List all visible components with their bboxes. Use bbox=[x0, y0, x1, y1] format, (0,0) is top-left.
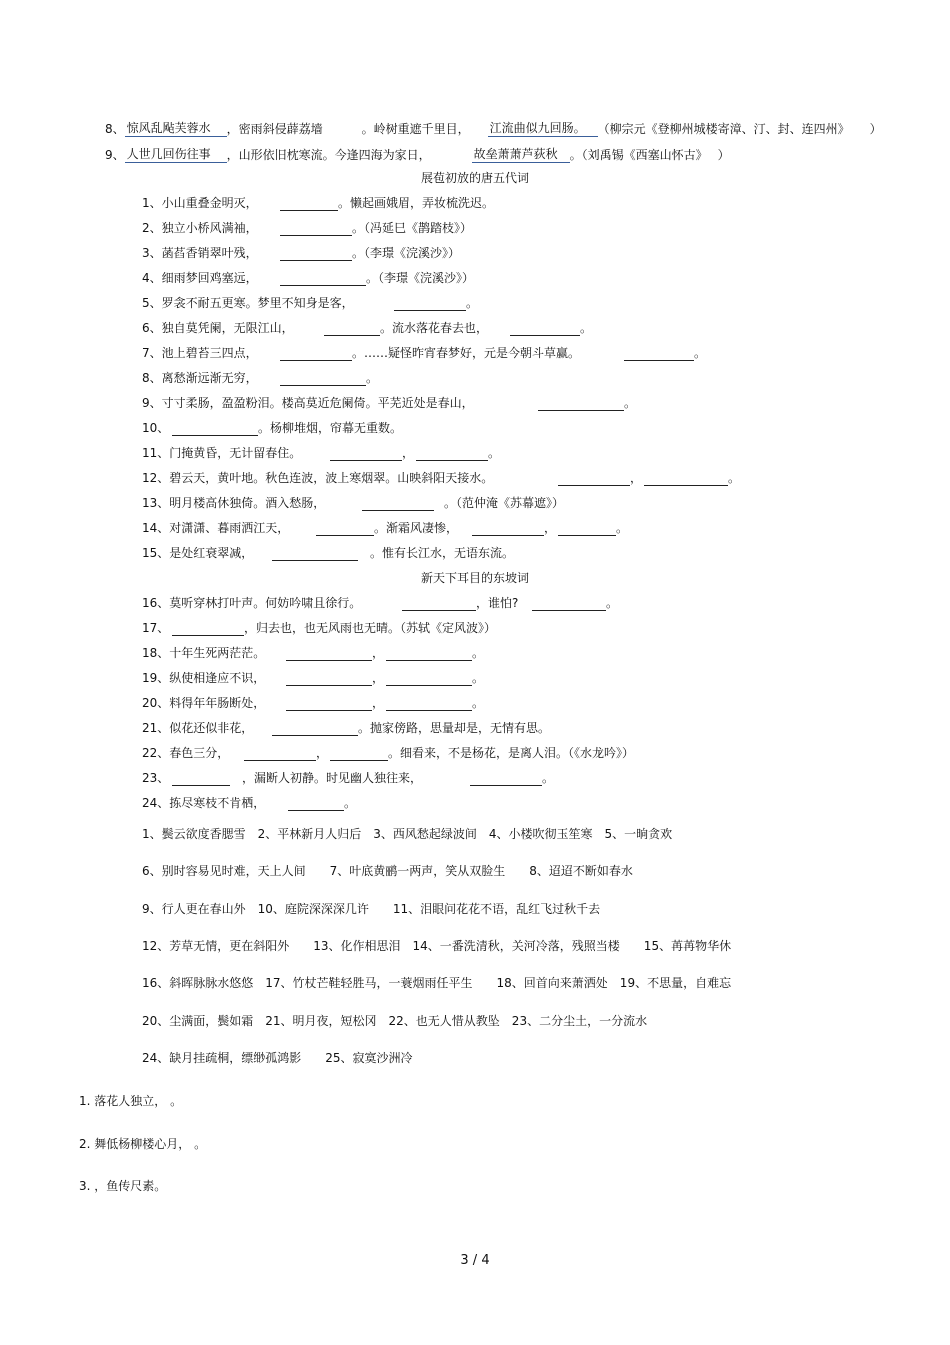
question-10: 10、 。杨柳堆烟，帘幕无重数。 bbox=[142, 421, 403, 435]
item-8: 8、 惊风乱飐芙蓉水 ，密雨斜侵薜荔墙 。岭树重遮千里目， 江流曲似九回肠。 （柳宗元《登柳州城楼寄漳、汀、封、连四州》 ） bbox=[105, 121, 882, 136]
answer-line: 1、鬓云欲度香腮雪 2、平林新月人归后 3、西风愁起绿波间 4、小楼吹彻玉笙寒 5、一晌贪欢 bbox=[142, 827, 673, 841]
answer-underlined: 惊风乱飐芙蓉水 bbox=[125, 120, 227, 137]
answer-line: 6、别时容易见时难，天上人间 7、叶底黄鹂一两声，笑从双脸生 8、迢迢不断如春水 bbox=[142, 864, 633, 878]
answer-line: 16、斜晖脉脉水悠悠 17、竹杖芒鞋轻胜马，一蓑烟雨任平生 18、回首向来萧洒处 19、不思量，自难忘 bbox=[142, 976, 732, 990]
answer-underlined: 江流曲似九回肠。 bbox=[488, 120, 598, 137]
answer-line: 20、尘满面，鬓如霜 21、明月夜，短松冈 22、也无人惜从教坠 23、二分尘土，一分流水 bbox=[142, 1014, 648, 1028]
question-17: 17、 ，归去也，也无风雨也无晴。（苏轼《定风波》） bbox=[142, 621, 497, 635]
section-title-dongpo-ci: 新天下耳目的东坡词 bbox=[420, 571, 529, 585]
question-11: 11、门掩黄昏，无计留春住。 ， 。 bbox=[142, 446, 501, 460]
question-20: 20、料得年年肠断处， ， 。 bbox=[142, 696, 485, 710]
answer-line: 9、行人更在春山外 10、庭院深深深几许 11、泪眼问花花不语，乱红飞过秋千去 bbox=[142, 902, 601, 916]
question-2: 2、独立小桥风满袖， 。（冯延巳《鹊踏枝》） bbox=[142, 221, 473, 235]
section-title-tang-five-dynasties: 展苞初放的唐五代词 bbox=[420, 171, 529, 185]
question-22: 22、春色三分， ， 。细看来，不是杨花，是离人泪。（《水龙吟》） bbox=[142, 746, 635, 760]
question-4: 4、细雨梦回鸡塞远， 。（李璟《浣溪沙》） bbox=[142, 271, 475, 285]
question-5: 5、罗衾不耐五更寒。梦里不知身是客， 。 bbox=[142, 296, 479, 310]
bottom-question-1: 1. 落花人独立， 。 bbox=[79, 1094, 183, 1108]
question-24: 24、拣尽寒枝不肯栖， 。 bbox=[142, 796, 357, 810]
bottom-question-2: 2. 舞低杨柳楼心月， 。 bbox=[79, 1137, 207, 1151]
question-9: 9、寸寸柔肠，盈盈粉泪。楼高莫近危阑倚。平芜近处是春山， 。 bbox=[142, 396, 637, 410]
answer-underlined: 人世几回伤往事 bbox=[125, 146, 227, 163]
question-7: 7、池上碧苔三四点， 。……疑怪昨宵春梦好，元是今朝斗草赢。 。 bbox=[142, 346, 707, 360]
question-6: 6、独自莫凭阑，无限江山， 。流水落花春去也， 。 bbox=[142, 321, 593, 335]
page-number: 3 / 4 bbox=[460, 1253, 490, 1268]
question-14: 14、对潇潇、暮雨洒江天， 。渐霜风凄惨， ， 。 bbox=[142, 521, 629, 535]
answer-underlined: 故垒萧萧芦荻秋 bbox=[472, 146, 570, 163]
question-21: 21、似花还似非花， 。抛家傍路，思量却是，无情有思。 bbox=[142, 721, 551, 735]
question-23: 23、 ，漏断人初静。时见幽人独往来， 。 bbox=[142, 771, 555, 785]
question-12: 12、碧云天，黄叶地。秋色连波，波上寒烟翠。山映斜阳天接水。 ， 。 bbox=[142, 471, 741, 485]
question-1: 1、小山重叠金明灭， 。懒起画娥眉，弄妆梳洗迟。 bbox=[142, 196, 495, 210]
question-13: 13、明月楼高休独倚。酒入愁肠， 。（范仲淹《苏幕遮》） bbox=[142, 496, 565, 510]
question-16: 16、莫听穿林打叶声。何妨吟啸且徐行。 ，谁怕? 。 bbox=[142, 596, 619, 610]
answer-line: 12、芳草无情，更在斜阳外 13、化作相思泪 14、一番洗清秋，关河冷落，残照当楼 15、苒苒物华休 bbox=[142, 939, 732, 953]
question-18: 18、十年生死两茫茫。 ， 。 bbox=[142, 646, 485, 660]
bottom-question-3: 3. ，鱼传尺素。 bbox=[79, 1179, 167, 1193]
item-9: 9、 人世几回伤往事 ，山形依旧枕寒流。今逢四海为家日， 故垒萧萧芦荻秋 。（刘禹锡《西塞山怀古》 ） bbox=[105, 147, 730, 162]
question-19: 19、纵使相逢应不识， ， 。 bbox=[142, 671, 485, 685]
question-15: 15、是处红衰翠减， 。惟有长江水，无语东流。 bbox=[142, 546, 515, 560]
question-8: 8、离愁渐远渐无穷， 。 bbox=[142, 371, 379, 385]
question-3: 3、菡萏香销翠叶残， 。（李璟《浣溪沙》） bbox=[142, 246, 461, 260]
answer-line: 24、缺月挂疏桐，缥缈孤鸿影 25、寂寞沙洲冷 bbox=[142, 1051, 413, 1065]
